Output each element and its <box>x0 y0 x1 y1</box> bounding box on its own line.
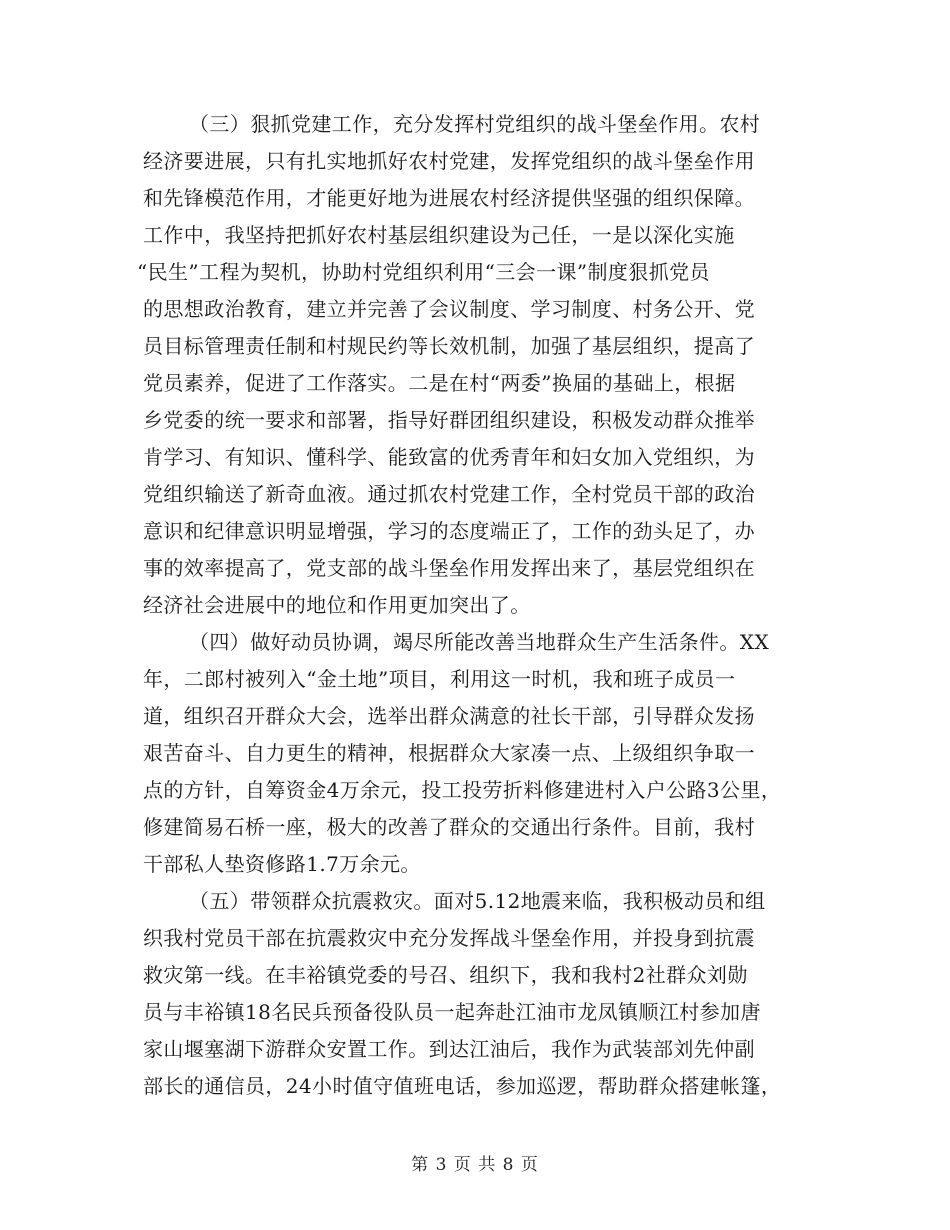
text-line: “民生”工程为契机，协助村党组织利用“三会一课”制度狠抓党员 <box>137 260 710 284</box>
text-line: 经济社会进展中的地位和作用更加突出了。 <box>143 593 531 617</box>
text-line: 年，二郎村被列入“金土地”项目，利用这一时机，我和班子成员一 <box>143 667 736 691</box>
text-line: 意识和纪律意识明显增强，学习的态度端正了，工作的劲头足了，办 <box>143 519 755 543</box>
text-line: （三）狠抓党建工作，充分发挥村党组织的战斗堡垒作用。农村 <box>189 112 761 136</box>
text-line: 和先锋模范作用，才能更好地为进展农村经济提供坚强的组织保障。 <box>143 186 755 210</box>
text-line: 经济要进展，只有扎实地抓好农村党建，发挥党组织的战斗堡垒作用 <box>143 149 755 173</box>
text-line: 修建简易石桥一座，极大的改善了群众的交通出行条件。目前，我村 <box>143 815 755 839</box>
text-line: 家山堰塞湖下游群众安置工作。到达江油后，我作为武装部刘先仲副 <box>143 1037 755 1061</box>
text-line: 点的方针，自筹资金4万余元，投工投劳折料修建进村入户公路3公里， <box>143 778 782 802</box>
text-line: 织我村党员干部在抗震救灾中充分发挥战斗堡垒作用，并投身到抗震 <box>143 926 755 950</box>
text-line: 道，组织召开群众大会，选举出群众满意的社长干部，引导群众发扬 <box>143 704 755 728</box>
text-line: 员与丰裕镇18名民兵预备役队员一起奔赴江油市龙凤镇顺江村参加唐 <box>143 1000 761 1024</box>
text-line: 乡党委的统一要求和部署，指导好群团组织建设，积极发动群众推举 <box>143 408 755 432</box>
text-line: 工作中，我坚持把抓好农村基层组织建设为己任，一是以深化实施 <box>143 223 735 247</box>
text-line: （四）做好动员协调，竭尽所能改善当地群众生产生活条件。XX <box>189 630 770 654</box>
text-line: 党组织输送了新奇血液。通过抓农村党建工作，全村党员干部的政治 <box>143 482 755 506</box>
page-number-footer: 第 3 页 共 8 页 <box>411 1155 539 1175</box>
text-line: 艰苦奋斗、自力更生的精神，根据群众大家凑一点、上级组织争取一 <box>143 741 755 765</box>
text-line: （五）带领群众抗震救灾。面对5.12地震来临，我积极动员和组 <box>189 889 766 913</box>
text-line: 员目标管理责任制和村规民约等长效机制，加强了基层组织，提高了 <box>143 334 755 358</box>
text-line: 党员素养，促进了工作落实。二是在村“两委”换届的基础上，根据 <box>143 371 736 395</box>
text-line: 干部私人垫资修路1.7万余元。 <box>143 852 421 876</box>
text-line: 事的效率提高了，党支部的战斗堡垒作用发挥出来了，基层党组织在 <box>143 556 755 580</box>
text-line: 部长的通信员，24小时值守值班电话，参加巡逻，帮助群众搭建帐篷， <box>143 1074 782 1098</box>
text-line: 救灾第一线。在丰裕镇党委的号召、组织下，我和我村2社群众刘勋 <box>143 963 748 987</box>
text-line: 肯学习、有知识、懂科学、能致富的优秀青年和妇女加入党组织，为 <box>143 445 755 469</box>
text-line: 的思想政治教育，建立并完善了会议制度、学习制度、村务公开、党 <box>143 297 755 321</box>
